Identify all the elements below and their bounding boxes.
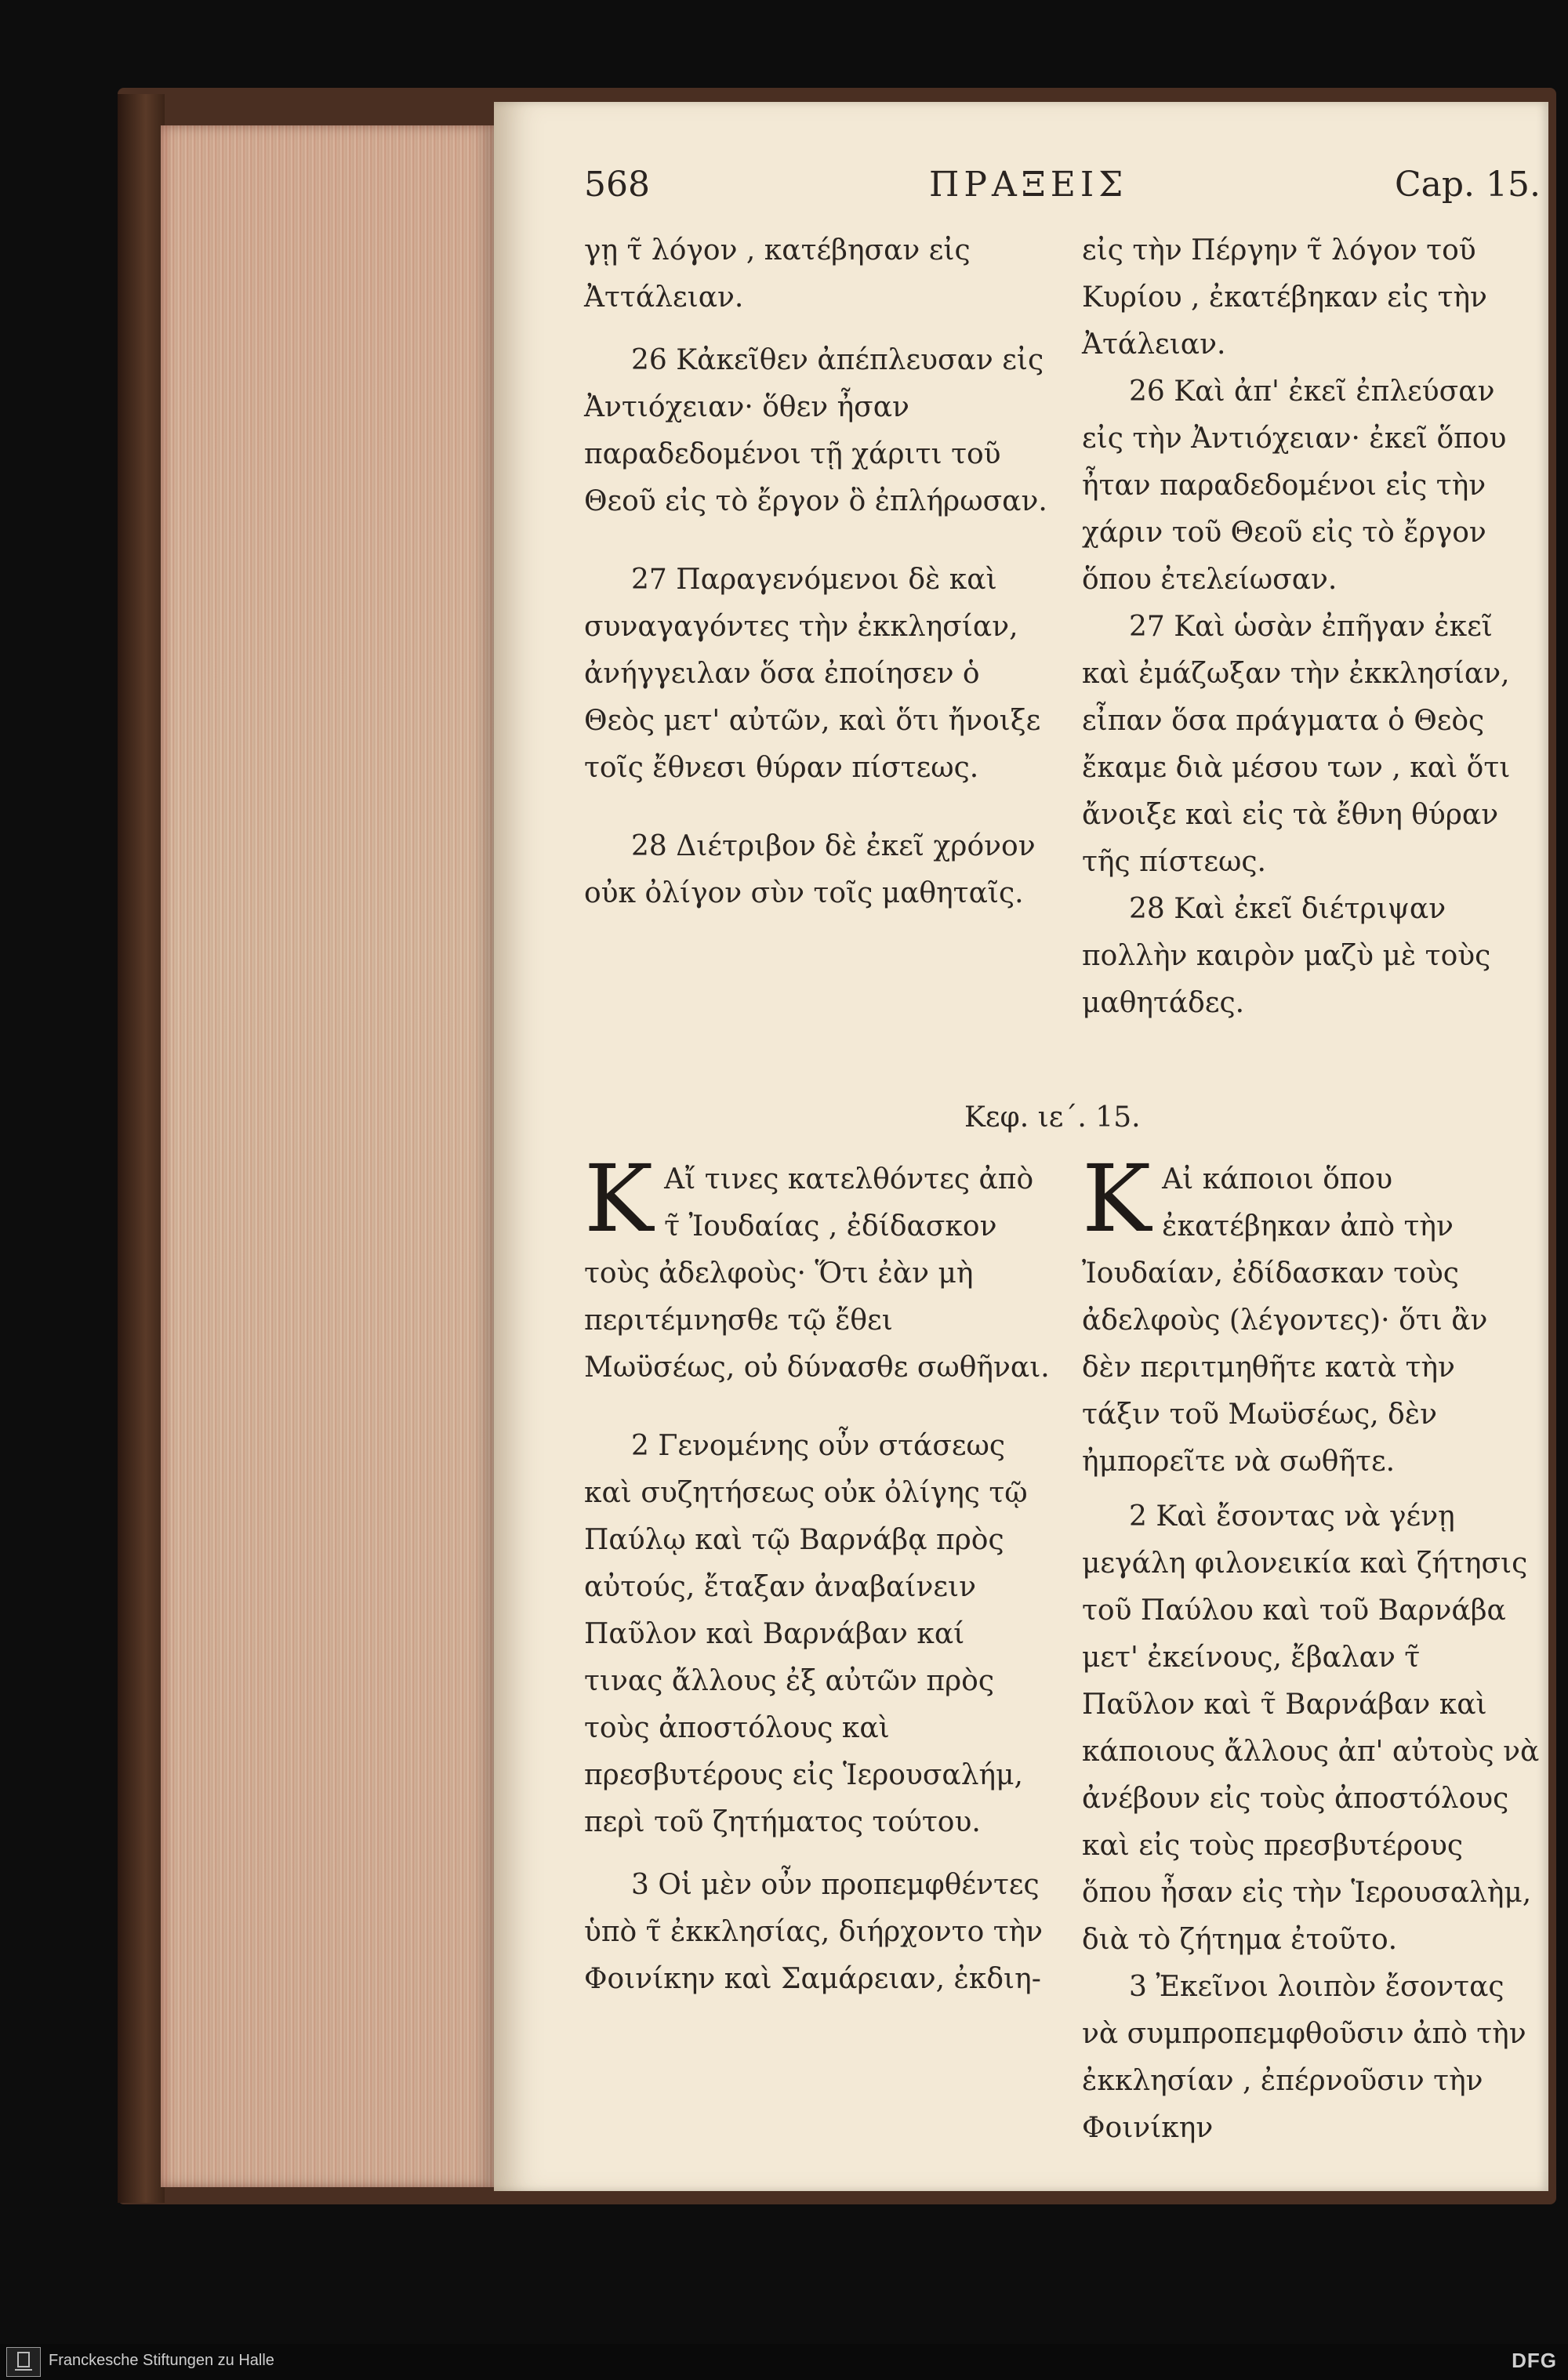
institution-name: Franckesche Stiftungen zu Halle — [49, 2352, 274, 2369]
left-verse-26: 26 Κἀκεῖθεν ἀπέπλευσαν εἰς Ἀντιόχειαν· ὅθεν ἦσαν παραδεδομένοι τῇ χάριτι τοῦ Θεοῦ εἰς τὸ ἔργον ὃ ἐπλήρωσαν. — [584, 344, 1047, 517]
right-verse-3: 3 Ἐκεῖνοι λοιπὸν ἔσοντας νὰ συμπροπεμφθοῦσιν ἀπὸ τὴν ἐκκλησίαν , ἐπέρνοῦσιν τὴν Φοινίκην — [1082, 1971, 1526, 2144]
left-column-bottom — [584, 1145, 1051, 2003]
left-verse-27: 27 Παραγενόμενοι δὲ καὶ συναγαγόντες τὴν ἐκκλησίαν, ἀνήγγειλαν ὅσα ἐποίησεν ὁ Θεὸς μετ' αὐτῶν, καὶ ὅτι ἤνοιξε τοῖς ἔθνεσι θύραν πίστεως. — [584, 564, 1041, 784]
viewer-footer — [0, 2344, 1568, 2380]
left-verse-2: 2 Γενομένης οὖν στάσεως καὶ συζητήσεως οὐκ ὀλίγης τῷ Παύλῳ καὶ τῷ Βαρνάβᾳ πρὸς αὐτούς, ἔταξαν ἀναβαίνειν Παῦλον καὶ Βαρνάβαν καί τινας ἄλλους ἐξ αὐτῶν πρὸς τοὺς ἀποστόλους καὶ πρεσβυτέρους εἰς Ἱερουσαλήμ, περὶ τοῦ ζητήματος τούτου. — [584, 1430, 1028, 1838]
dfg-logo: DFG — [1512, 2349, 1557, 2372]
book-page — [494, 102, 1548, 2191]
institution-logo-icon — [6, 2347, 41, 2377]
right-verse-2: 2 Καὶ ἔσοντας νὰ γένῃ μεγάλη φιλονεικία καὶ ζήτησις τοῦ Παύλου καὶ τοῦ Βαρνάβα μετ' ἐκείνους, ἔβαλαν τ̃ Παῦλον καὶ τ̃ Βαρνάβαν καὶ κάποιους ἄλλους ἀπ' αὐτοὺς νὰ ἀνέβουν εἰς τοὺς ἀποστόλους καὶ εἰς τοὺς πρεσβυτέρους ὅπου ἦσαν εἰς τὴν Ἱερουσαλὴμ, διὰ τὸ ζήτημα ἐτοῦτο. — [1082, 1500, 1540, 1956]
right-verse-28: 28 Καὶ ἐκεῖ διέτριψαν πολλὴν καιρὸν μαζὺ μὲ τοὺς μαθητάδες. — [1082, 893, 1491, 1019]
left-verse-1 — [584, 1145, 1051, 1391]
page-header — [584, 165, 1541, 219]
page-number: 568 — [584, 165, 650, 205]
left-text-continuation: γῃ τ̃ λόγον , κατέβησαν εἰς Ἀττάλειαν. — [584, 234, 971, 314]
page-fore-edge — [161, 125, 494, 2187]
book-spine — [118, 94, 165, 2203]
left-column-top — [584, 227, 1051, 917]
right-verse-1-text: Αἰ κάποιοι ὅπου ἐκατέβηκαν ἀπὸ τὴν Ἰουδαίαν, ἐδίδασκαν τοὺς ἀδελφοὺς (λέγοντες)· ὅτι ἂν δὲν περιτμηθῆτε κατὰ τὴν τάξιν τοῦ Μωϋσέως, δὲν ἠμπορεῖτε νὰ σωθῆτε. — [1082, 1163, 1488, 1478]
right-column-top — [1082, 227, 1541, 1027]
left-verse-3: 3 Οἱ μὲν οὖν προπεμφθέντες ὑπὸ τ̃ ἐκκλησίας, διήρχοντο τὴν Φοινίκην καὶ Σαμάρειαν, ἐκδιη- — [584, 1869, 1044, 1995]
right-verse-26: 26 Καὶ ἀπ' ἐκεῖ ἐπλεύσαν εἰς τὴν Ἀντιόχειαν· ἐκεῖ ὅπου ἦταν παραδεδομένοι εἰς τὴν χάριν τοῦ Θεοῦ εἰς τὸ ἔργον ὅπου ἐτελείωσαν. — [1082, 376, 1507, 596]
right-column-bottom — [1082, 1145, 1541, 2152]
chapter-reference: Cap. 15. — [1394, 165, 1541, 205]
right-verse-1 — [1082, 1145, 1541, 1486]
right-verse-27: 27 Καὶ ὡσὰν ἐπῆγαν ἐκεῖ καὶ ἐμάζωξαν τὴν ἐκκλησίαν, εἶπαν ὅσα πράγματα ὁ Θεὸς ἔκαμε διὰ μέσου των , καὶ ὅτι ἄνοιξε καὶ εἰς τὰ ἔθνη θύραν τῆς πίστεως. — [1082, 611, 1511, 878]
chapter-heading: Κεφ. ιε΄. 15. — [964, 1101, 1141, 1134]
right-text-continuation: εἰς τὴν Πέργην τ̃ λόγον τοῦ Κυρίου , ἐκατέβηκαν εἰς τὴν Ἀτάλειαν. — [1082, 234, 1487, 361]
running-title: ΠΡΑΞΕΙΣ — [929, 165, 1128, 205]
left-dropcap: Κ — [584, 1145, 654, 1253]
left-verse-1-text: Αἴ τινες κατελθόντες ἀπὸ τ̃ Ἰουδαίας , ἐδίδασκον τοὺς ἀδελφοὺς· Ὅτι ἐὰν μὴ περιτέμνησθε τῷ ἔθει Μωϋσέως, οὐ δύνασθε σωθῆναι. — [584, 1163, 1050, 1384]
right-dropcap: Κ — [1082, 1145, 1152, 1253]
left-verse-28: 28 Διέτριβον δὲ ἐκεῖ χρόνον οὐκ ὀλίγον σὺν τοῖς μαθηταῖς. — [584, 830, 1036, 909]
